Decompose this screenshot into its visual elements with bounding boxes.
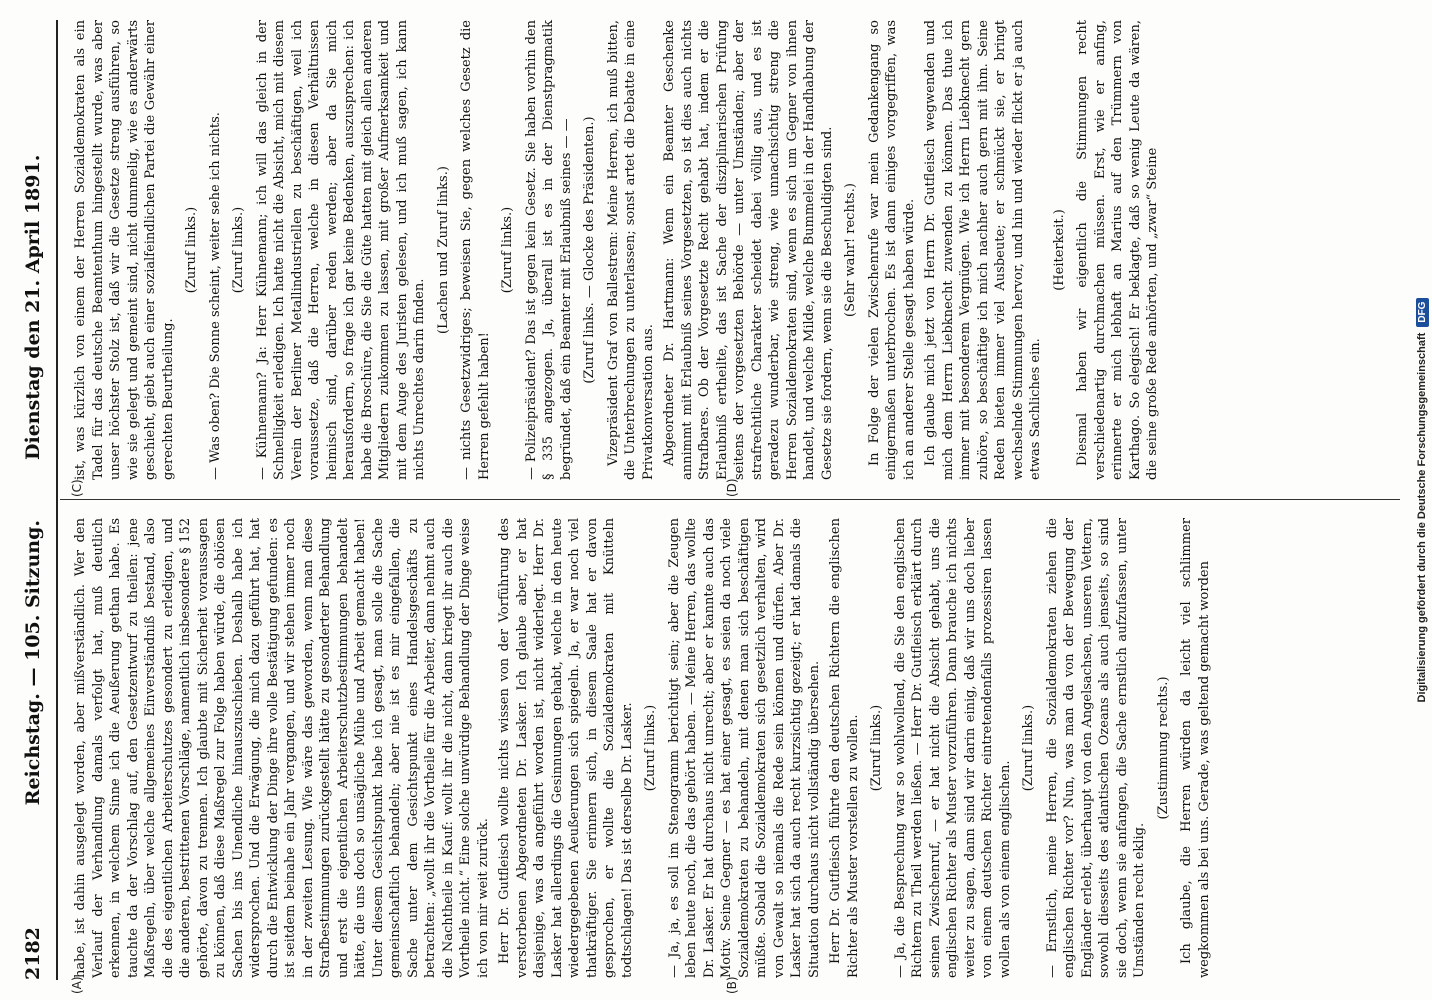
margin-marker-c: (C) — [70, 479, 84, 497]
header-left-title: Reichstag. — 105. Sitzung. — [22, 520, 44, 806]
paragraph: habe, ist dahin ausgelegt worden, aber mißverständlich. Wer den Verlauf der Verhandlung damals verfolgt hat, muß deutlich erkennen, in welchem Sinne ich die Aeußerung gethan habe. Es tauchte da der Vorschlag auf, den Gesetzentwurf zu theilen: jene Maßregeln, über welche allgemeines Einverständniß bestand, also die des eigentlichen Arbeiterschutzes gesondert zu erledigen, und die anderen, bestrittenen Vorschläge, namentlich insbesondere § 152 gehörte, davon zu trennen. Ich glaubte mit Sicherheit voraussagen zu können, daß diese Maßregel zur Folge haben würde, die obiösen Sachen bis ins Unendliche hinauszuschieben. Deshalb habe ich widersprochen. Und die Erwägung, die mich dazu geführt hat, hat durch die Entwicklung der Dinge ihre volle Bestätigung gefunden: es ist seitdem beinahe ein Jahr vergangen, und wir stehen immer noch in der zweiten Lesung. Wie wäre das geworden, wenn man diese Strafbestimmungen zurückgestellt hätte zu gesonderter Behandlung und erst die eigentlichen Arbeiterschutzbestimmungen behandelt hätte, die uns doch so unsägliche Mühe und Arbeit gemacht haben! Unter diesem Gesichtspunkt habe ich gesagt, man solle die Sache gemeinschaftlich behandeln; aber nie ist es mir eingefallen, die Sache unter dem Gesichtspunkt eines Handelsgeschäfts zu betrachten: „wollt ihr die Vortheile für die Arbeiter, dann nehmt auch die Nachtheile in Kauf: wollt ihr die nicht, dann kriegt ihr auch die Vortheile nicht.“ Eine solche unwürdige Behandlung der Dinge weise ich von mir weit zurück. — [73, 518, 491, 978]
header-right-title: Dienstag den 21. April 1891. — [22, 154, 44, 460]
paragraph: — Ja, die Besprechung war so wohlwollend, die Sie den englischen Richtern zu Theil werden ließen. — Herr Dr. Gutfleisch erklärt durch seinen Zwischenruf, — er hat nicht die Absicht gehabt, uns die englischen Richter als Muster vorzuführen. Dann brauche ich nichts weiter zu sagen, dann sind wir darin einig, daß wir uns doch lieber von einem deutschen Richter eintretendenfalls prozessiren lassen wollen als von einem englischen. — [892, 518, 1013, 978]
paragraph: — Polizeipräsident? Das ist gegen kein Gesetz. Sie haben vorhin den § 335 angezogen. Ja, überall ist es in der Dienstpragmatik begründet, daß ein Beamter mit Erlaubniß seines — — — [523, 20, 574, 480]
interjection: (Lachen und Zuruf links.) — [435, 166, 451, 334]
header-left — [22, 520, 54, 980]
dfg-logo: DFG — [1416, 298, 1429, 327]
paragraph: Diesmal haben wir eigentlich die Stimmungen recht verschiedenartig durchmachen müssen. Erst, wie er anfing, erinnerte er mich lebhaft an Marius auf den Trümmern von Karthago. So elegisch! Er beklagte, daß so wenig Leute da wären, die seine große Rede anhörten, und „zwar“ Steine — [1075, 20, 1160, 480]
interjection: (Sehr wahr! rechts.) — [843, 183, 858, 317]
right-column — [72, 20, 1166, 480]
interjection: (Zustimmung rechts.) — [1155, 676, 1171, 820]
paragraph: — Was oben? Die Sonne scheint, weiter sehe ich nichts. — [207, 112, 223, 480]
paragraph: — Ernstlich, meine Herren, die Sozialdemokraten ziehen die englischen Richter vor? Nun, was man da von der Bewegung der Engländer erlebt, überhaupt von den Angelsachsen, unseren Vettern, sowohl diesseits des atlantischen Ozeans als auch jenseits, so sind sie doch, wenn sie anfangen, die Sache ernstlich aufzufassen, unter Umständen recht eklig. — [1044, 518, 1147, 978]
page-number: 2182 — [22, 927, 44, 980]
interjection: (Zuruf links.) — [1021, 704, 1036, 792]
paragraph: Abgeordneter Dr. Hartmann: Wenn ein Beamter Geschenke annimmt mit Erlaubniß seines Vorgesetzten, so ist dies auch nichts Strafbares. Ob der Vorgesetzte Recht gehabt hat, indem er die Erlaubniß ertheilte, das ist Sache der disziplinarischen Prüfung seitens der vorgesetzten Behörde — unter Umständen; aber der strafrechtliche Charakter scheidet dabei völlig aus, und es ist geradezu wunderbar, wie streng, wie unnachsichtig streng die Herren Sozialdemokraten sind, wenn es sich um Gegner von ihnen handelt, und welche Milde, welche Bummelei in der Handhabung der Gesetze sie fordern, wenn sie die Beschuldigten sind. — [662, 20, 835, 480]
footer-text-rotated — [1406, 0, 1432, 1000]
digitization-footer — [1400, 0, 1432, 1000]
interjection: (Zuruf links.) — [643, 704, 658, 792]
left-column — [72, 518, 1217, 978]
interjection: (Zuruf links.) — [231, 206, 246, 294]
interjection: (Heiterkeit.) — [1051, 209, 1067, 291]
paragraph: — Kühnemann? Ja: Herr Kühnemann; ich will das gleich in der Schnelligkeit erledigen. Ich hatte nicht die Absicht, mich mit diesem Verein der Berliner Metallindustriellen zu beschäftigen, weil ich voraussetze, daß die Herren, welche in diesen Verhältnissen heimisch sind, darüber reden werden; aber da Sie mich herausfordern, so frage ich gar keine Bedenken, auszusprechen: ich habe die Broschüre, die Sie die Güte hatten mit gleich allen anderen Mitgliedern zukommen zu lassen, mit großer Aufmerksamkeit und mit dem Auge des Juristen gelesen, und ich muß sagen, ich kann nichts Unrechtes darin finden. — [254, 20, 427, 480]
interjection: (Zuruf links.) — [500, 206, 515, 294]
interjection: (Zuruf links.) — [869, 704, 884, 792]
column-divider — [60, 499, 1400, 500]
margin-marker-d: (D) — [725, 478, 739, 497]
margin-marker-a: (A) — [70, 976, 84, 994]
paragraph: — nichts Gesetzwidriges; beweisen Sie, gegen welches Gesetz die Herren gefehlt haben! — [459, 20, 492, 480]
paragraph: In Folge der vielen Zwischenrufe war mein Gedankengang so einigermaßen unterbrochen. Es ist dann einiges vorgegriffen, was ich an anderer Stelle gesagt haben würde. — [866, 20, 917, 480]
paragraph: Herr Dr. Gutfleisch wollte nichts wissen von der Vorführung des verstorbenen Abgeordneten Dr. Lasker. Ich glaube aber, er hat dasjenige, was da angeführt worden ist, nicht widerlegt. Herr Dr. Lasker hat allerdings die Gesinnungen gehabt, welche in den heute wiedergegebenen Aeußerungen sich spiegeln. Ja, er war noch viel thatkräftiger. Sie erinnern sich, in diesem Saale hat er davon gesprochen, er wollte die Sozialdemokraten mit Knütteln todtschlagen! Das ist derselbe Dr. Lasker. — [497, 518, 635, 978]
footer-text: Digitalisierung gefördert durch die Deutsche Forschungsgemeinschaft — [1416, 332, 1428, 703]
paragraph: — Ja, ja, es soll im Stenogramm berichtigt sein; aber die Zeugen leben heute noch, die das gehört haben. — Meine Herren, das wollte Dr. Lasker. Er hat durchaus nicht unrecht; aber er kannte auch das Motiv. Seine Gegner — es hat einer gesagt, es seien da noch viele Sozialdemokraten zu behandeln, mit denen man sich beschäftigen müßte. Sobald die Sozialdemokraten sich gesetzlich verhalten, wird von Gewalt so niemals die Rede sein können und dürfen. Aber Dr. Lasker hat sich da auch recht kurzsichtig gezeigt; er hat damals die Situation durchaus nicht vollständig übersehen. — [666, 518, 822, 978]
header-rule — [56, 20, 58, 980]
paragraph: Ich glaube, die Herren würden da leicht viel schlimmer wegkommen als bei uns. Gerade, was geltend gemacht worden — [1179, 518, 1212, 978]
interjection: (Zuruf links. — Glocke des Präsidenten.) — [582, 116, 597, 384]
header-right — [22, 20, 54, 460]
paragraph: Ich glaube mich jetzt von Herrn Dr. Gutfleisch wegwenden und mich dem Herrn Liebknecht zuwenden zu können. Das thue ich immer mit besonderem Vergnügen. Wie ich Herrn Liebknecht gern zuhöre, so beschäftige ich mich nachher auch gern mit ihm. Seine Reden bieten immer viel Ausbeute; er schmückt sie, er bringt wechselnde Stimmungen hervor, und hin und wieder flickt er ja auch etwas Sachliches ein. — [923, 20, 1043, 480]
margin-marker-b: (B) — [725, 976, 739, 994]
paragraph: Vizepräsident Graf von Ballestrem: Meine Herren, ich muß bitten, die Unterbrechungen zu unterlassen; sonst artet die Debatte in eine Privatkonversation aus. — [605, 20, 656, 480]
interjection: (Zuruf links.) — [184, 206, 199, 294]
paragraph: ist, was kürzlich von einem der Herren Sozialdemokraten als ein Tadel für das deutsche Beamtenthum hingestellt wurde, was aber unser höchster Stolz ist, daß wir die Gesetze streng ausführen, so wie sie gelegt und gemeint sind, nicht dummelig, wie es anderwärts geschieht, giebt auch einer sozialfeindlichen Partei die Gewähr einer gerechten Beurtheilung. — [73, 20, 176, 480]
paragraph: Herr Dr. Gutfleisch führte den deutschen Richtern die englischen Richter als Muster vorstellen zu wollen. — [828, 518, 861, 978]
